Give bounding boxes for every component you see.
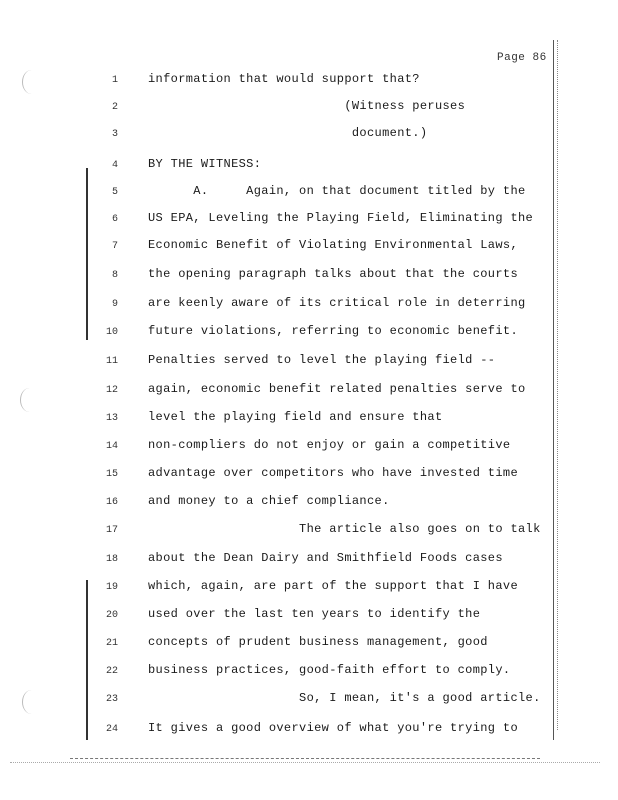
transcript-line: [0, 324, 560, 344]
line-text: non-compliers do not enjoy or gain a competitive: [148, 438, 511, 452]
line-text: A. Again, on that document titled by the: [148, 184, 526, 198]
left-change-bar: [86, 580, 88, 740]
line-number: 19: [105, 582, 118, 593]
line-text: again, economic benefit related penalties serve to: [148, 382, 526, 396]
line-number: 12: [105, 385, 118, 396]
line-number: 23: [105, 694, 118, 705]
line-number: 21: [105, 638, 118, 649]
line-number: 7: [111, 241, 118, 252]
line-text: future violations, referring to economic benefit.: [148, 324, 519, 338]
line-number: 1: [111, 75, 118, 86]
line-number: 5: [111, 187, 118, 198]
line-number: 15: [105, 469, 118, 480]
transcript-line: [0, 721, 560, 741]
transcript-line: [0, 494, 560, 514]
line-number: 9: [111, 299, 118, 310]
line-text: business practices, good-faith effort to comply.: [148, 663, 511, 677]
bottom-margin-rule: [70, 758, 540, 759]
line-text: BY THE WITNESS:: [148, 157, 262, 171]
transcript-line: [0, 99, 560, 119]
page-number: Page 86: [497, 52, 547, 64]
transcript-line: [0, 579, 560, 599]
line-number: 11: [105, 356, 118, 367]
line-number: 18: [105, 554, 118, 565]
transcript-line: [0, 211, 560, 231]
transcript-line: [0, 72, 560, 92]
line-text: the opening paragraph talks about that the courts: [148, 267, 519, 281]
line-number: 3: [111, 129, 118, 140]
line-text: document.): [148, 126, 428, 140]
line-text: US EPA, Leveling the Playing Field, Eliminating the: [148, 211, 534, 225]
line-text: information that would support that?: [148, 72, 420, 86]
line-number: 16: [105, 497, 118, 508]
line-number: 6: [111, 214, 118, 225]
transcript-line: [0, 466, 560, 486]
line-text: So, I mean, it's a good article.: [148, 691, 541, 705]
line-number: 20: [105, 610, 118, 621]
line-number: 14: [105, 441, 118, 452]
line-number: 24: [105, 724, 118, 735]
line-number: 4: [111, 160, 118, 171]
line-text: which, again, are part of the support that I have: [148, 579, 519, 593]
transcript-line: [0, 607, 560, 627]
transcript-line: [0, 522, 560, 542]
transcript-line: [0, 126, 560, 146]
line-text: Economic Benefit of Violating Environmental Laws,: [148, 238, 519, 252]
line-text: about the Dean Dairy and Smithfield Foods cases: [148, 551, 503, 565]
transcript-line: [0, 296, 560, 316]
transcript-line: [0, 410, 560, 430]
line-text: Penalties served to level the playing field --: [148, 353, 496, 367]
bottom-scan-edge: [10, 762, 600, 763]
transcript-line: [0, 157, 560, 177]
transcript-line: [0, 382, 560, 402]
line-text: concepts of prudent business management, good: [148, 635, 488, 649]
line-number: 10: [105, 327, 118, 338]
transcript-line: [0, 551, 560, 571]
line-text: advantage over competitors who have invested time: [148, 466, 519, 480]
line-number: 17: [105, 525, 118, 536]
line-text: are keenly aware of its critical role in deterring: [148, 296, 526, 310]
transcript-line: [0, 663, 560, 683]
transcript-line: [0, 635, 560, 655]
line-text: level the playing field and ensure that: [148, 410, 443, 424]
line-number: 13: [105, 413, 118, 424]
line-number: 8: [111, 270, 118, 281]
line-text: The article also goes on to talk: [148, 522, 541, 536]
line-text: (Witness peruses: [148, 99, 466, 113]
line-number: 2: [111, 102, 118, 113]
transcript-line: [0, 267, 560, 287]
line-number: 22: [105, 666, 118, 677]
transcript-line: [0, 438, 560, 458]
transcript-line: [0, 353, 560, 373]
line-text: used over the last ten years to identify the: [148, 607, 481, 621]
transcript-line: [0, 238, 560, 258]
transcript-line: [0, 691, 560, 711]
line-text: It gives a good overview of what you're trying to: [148, 721, 519, 735]
transcript-line: [0, 184, 560, 204]
line-text: and money to a chief compliance.: [148, 494, 390, 508]
